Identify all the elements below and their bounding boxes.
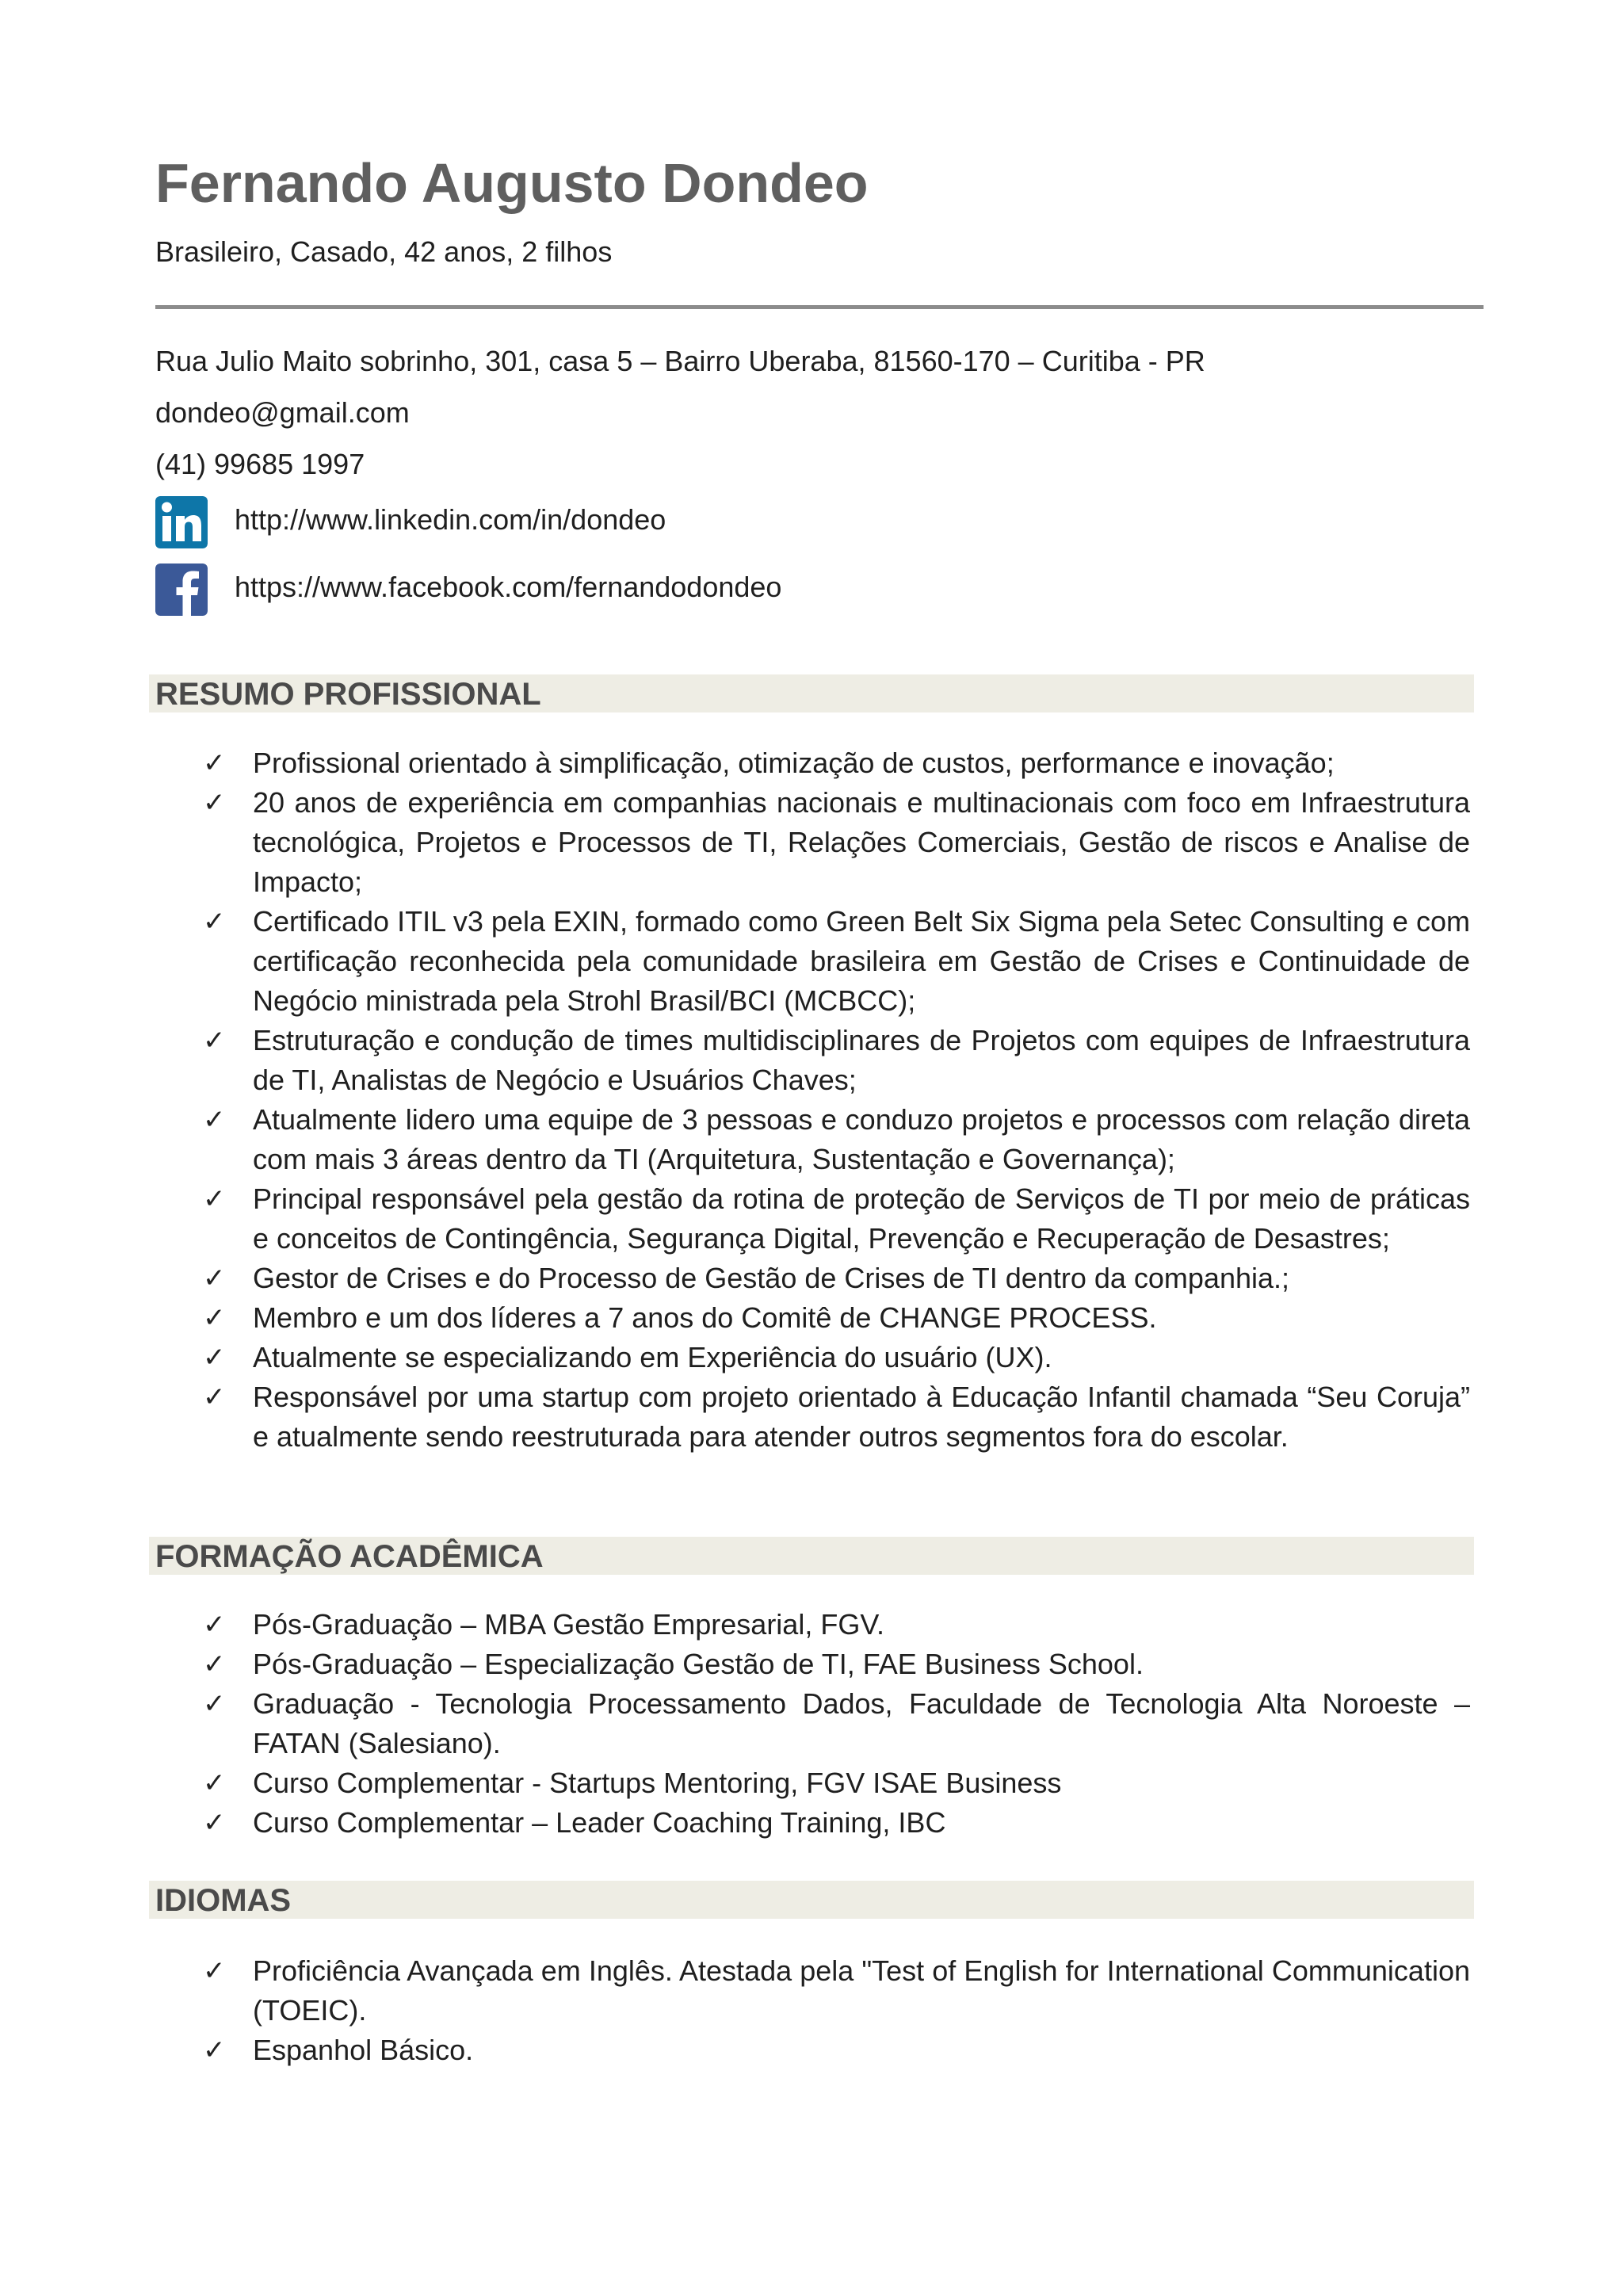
checkmark-icon: ✓ xyxy=(203,1955,226,1987)
checkmark-icon: ✓ xyxy=(203,747,226,779)
idiomas-list xyxy=(0,1951,1623,2070)
section-title: RESUMO PROFISSIONAL xyxy=(155,677,541,712)
list-item-text: Curso Complementar - Startups Mentoring, FGV ISAE Business xyxy=(253,1767,1062,1799)
section-header-idiomas xyxy=(149,1881,1474,1919)
list-item-text: Atualmente se especializando em Experiência do usuário (UX). xyxy=(253,1341,1052,1373)
list-item xyxy=(0,1803,1623,1843)
facebook-icon[interactable] xyxy=(155,563,208,616)
list-item-text: Graduação - Tecnologia Processamento Dados, Faculdade de Tecnologia Alta Noroeste – FATAN (Salesiano). xyxy=(253,1687,1470,1759)
checkmark-icon: ✓ xyxy=(203,1263,226,1294)
facebook-row xyxy=(155,563,1106,616)
list-item-text: Atualmente lidero uma equipe de 3 pessoas e conduzo projetos e processos com relação direta com mais 3 áreas dentro da TI (Arquitetura, Sustentação e Governança); xyxy=(253,1103,1470,1175)
personal-info: Brasileiro, Casado, 42 anos, 2 filhos xyxy=(155,235,613,268)
checkmark-icon: ✓ xyxy=(203,1688,226,1720)
address: Rua Julio Maito sobrinho, 301, casa 5 – Bairro Uberaba, 81560-170 – Curitiba - PR xyxy=(155,345,1205,377)
section-title: FORMAÇÃO ACADÊMICA xyxy=(155,1539,544,1574)
section-header-resumo xyxy=(149,674,1474,712)
facebook-link[interactable]: https://www.facebook.com/fernandodondeo xyxy=(235,571,782,603)
list-item xyxy=(0,1338,1623,1377)
list-item-text: Gestor de Crises e do Processo de Gestão de Crises de TI dentro da companhia.; xyxy=(253,1262,1290,1294)
linkedin-row xyxy=(155,496,1106,548)
list-item xyxy=(0,1298,1623,1338)
checkmark-icon: ✓ xyxy=(203,906,226,938)
checkmark-icon: ✓ xyxy=(203,2034,226,2066)
list-item xyxy=(0,1021,1623,1100)
checkmark-icon: ✓ xyxy=(203,1381,226,1413)
list-item-text: Membro e um dos líderes a 7 anos do Comitê de CHANGE PROCESS. xyxy=(253,1301,1157,1334)
checkmark-icon: ✓ xyxy=(203,1807,226,1839)
linkedin-link[interactable]: http://www.linkedin.com/in/dondeo xyxy=(235,503,666,536)
list-item-text: Proficiência Avançada em Inglês. Atestada pela "Test of English for International Communication (TOEIC). xyxy=(253,1954,1470,2027)
list-item xyxy=(0,1763,1623,1803)
list-item-text: Pós-Graduação – Especialização Gestão de TI, FAE Business School. xyxy=(253,1648,1144,1680)
list-item-text: Responsável por uma startup com projeto orientado à Educação Infantil chamada “Seu Coruja” e atualmente sendo reestruturada para atender outros segmentos fora do escolar. xyxy=(253,1381,1470,1453)
formacao-list xyxy=(0,1605,1623,1843)
list-item xyxy=(0,1645,1623,1684)
phone: (41) 99685 1997 xyxy=(155,448,365,480)
section-title: IDIOMAS xyxy=(155,1883,292,1918)
linkedin-icon[interactable] xyxy=(155,496,208,548)
list-item xyxy=(0,1100,1623,1179)
list-item-text: Principal responsável pela gestão da rotina de proteção de Serviços de TI por meio de práticas e conceitos de Contingência, Segurança Digital, Prevenção e Recuperação de Desastres; xyxy=(253,1182,1470,1255)
list-item-text: Profissional orientado à simplificação, otimização de custos, performance e inovação; xyxy=(253,747,1335,779)
list-item xyxy=(0,1951,1623,2030)
list-item-text: Pós-Graduação – MBA Gestão Empresarial, FGV. xyxy=(253,1608,885,1641)
checkmark-icon: ✓ xyxy=(203,787,226,819)
section-header-formacao xyxy=(149,1537,1474,1575)
person-name: Fernando Augusto Dondeo xyxy=(155,152,869,214)
checkmark-icon: ✓ xyxy=(203,1609,226,1641)
list-item xyxy=(0,1179,1623,1259)
list-item xyxy=(0,1684,1623,1763)
list-item xyxy=(0,2030,1623,2070)
list-item-text: Certificado ITIL v3 pela EXIN, formado como Green Belt Six Sigma pela Setec Consulting e com certificação reconhecida pela comunidade brasileira em Gestão de Crises e Continuidade de Negócio ministrada pela Strohl Brasil/BCI (MCBCC); xyxy=(253,905,1470,1017)
list-item xyxy=(0,743,1623,783)
list-item-text: Espanhol Básico. xyxy=(253,2034,474,2066)
email[interactable]: dondeo@gmail.com xyxy=(155,396,410,429)
list-item-text: Curso Complementar – Leader Coaching Training, IBC xyxy=(253,1806,946,1839)
list-item xyxy=(0,783,1623,902)
checkmark-icon: ✓ xyxy=(203,1183,226,1215)
list-item xyxy=(0,1377,1623,1457)
list-item-text: Estruturação e condução de times multidisciplinares de Projetos com equipes de Infraestrutura de TI, Analistas de Negócio e Usuários Chaves; xyxy=(253,1024,1470,1096)
checkmark-icon: ✓ xyxy=(203,1302,226,1334)
list-item xyxy=(0,1259,1623,1298)
checkmark-icon: ✓ xyxy=(203,1767,226,1799)
checkmark-icon: ✓ xyxy=(203,1342,226,1373)
checkmark-icon: ✓ xyxy=(203,1104,226,1136)
list-item xyxy=(0,902,1623,1021)
checkmark-icon: ✓ xyxy=(203,1025,226,1056)
list-item-text: 20 anos de experiência em companhias nacionais e multinacionais com foco em Infraestrutura tecnológica, Projetos e Processos de TI, Relações Comerciais, Gestão de riscos e Analise de Impacto; xyxy=(253,786,1470,898)
header-divider xyxy=(155,305,1484,309)
checkmark-icon: ✓ xyxy=(203,1648,226,1680)
list-item xyxy=(0,1605,1623,1645)
resumo-list xyxy=(0,743,1623,1457)
